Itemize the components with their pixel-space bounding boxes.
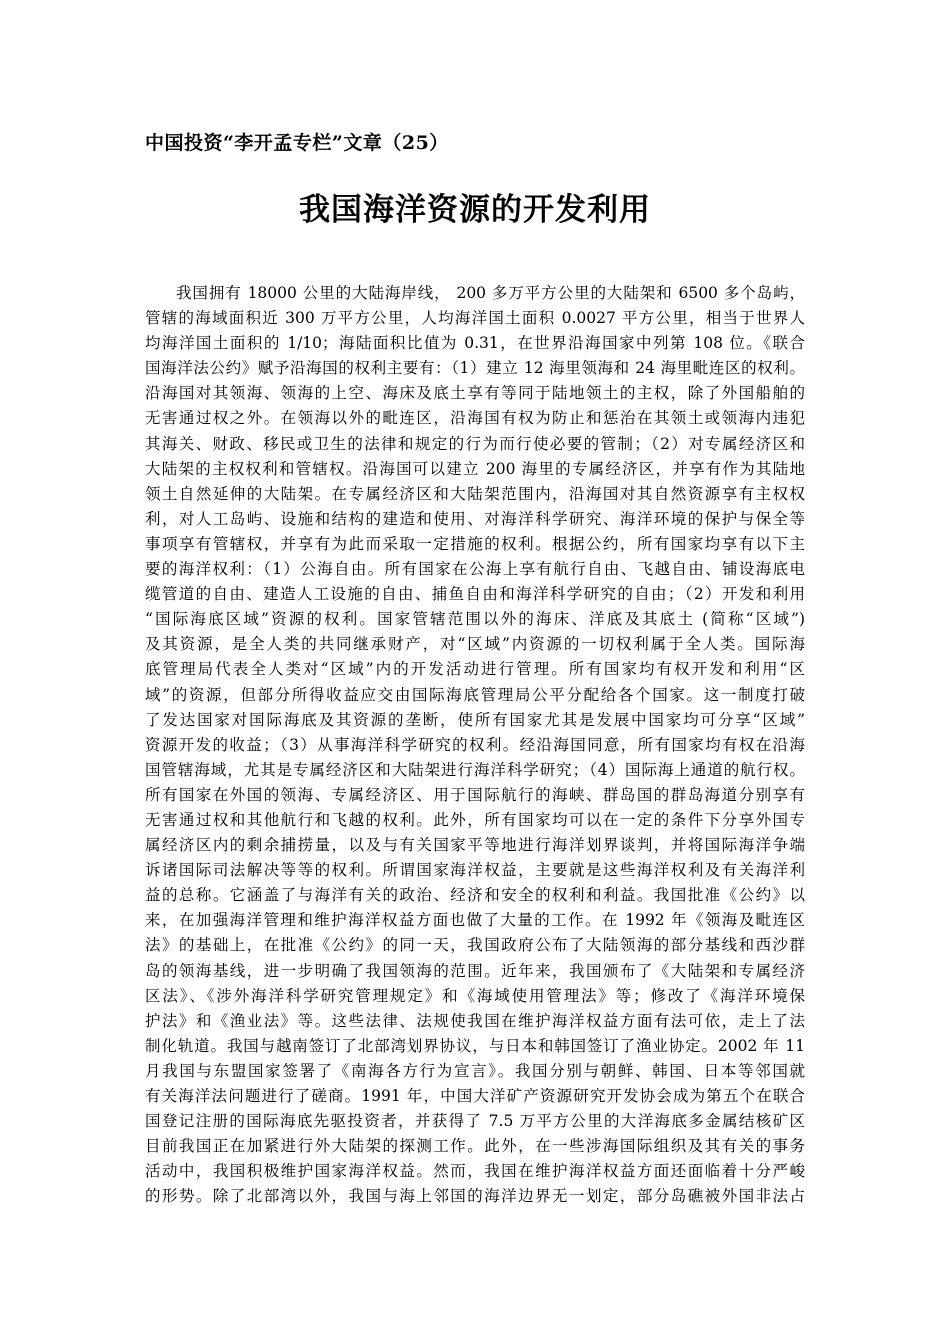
body-line: 法》的基础上，在批准《公约》的同一天，我国政府公布了大陆领海的部分基线和西沙群 [145, 936, 805, 955]
body-line: 管辖的海域面积近 300 万平方公里，人均海洋国土面积 0.0027 平方公里，相当于世界人 [145, 309, 805, 328]
body-line: 属经济区内的剩余捕捞量，以及与有关国家平等地进行海洋划界谈判，并将国际海洋争端 [145, 836, 805, 855]
body-line: 底管理局代表全人类对“区域”内的开发活动进行管理。所有国家均有权开发和利用“区 [145, 660, 805, 679]
body-line: 无害通过权和其他航行和飞越的权利。此外，所有国家均可以在一定的条件下分享外国专 [145, 810, 805, 829]
column-title: 中国投资“李开孟专栏”文章（25） [145, 132, 449, 154]
body-line: “国际海底区域”资源的权利。国家管辖范围以外的海床、洋底及其底土 (简称“区域”) [145, 610, 805, 629]
body-line: 领土自然延伸的大陆架。在专属经济区和大陆架范围内，沿海国对其自然资源享有主权权 [145, 484, 805, 503]
body-line: 月我国与东盟国家签署了《南海各方行为宣言》。我国分别与朝鲜、韩国、日本等邻国就 [145, 1061, 805, 1080]
body-line: 制化轨道。我国与越南签订了北部湾划界协议，与日本和韩国签订了渔业协定。2002 年 11 [145, 1036, 805, 1055]
body-line: 有关海洋法问题进行了磋商。1991 年，中国大洋矿产资源研究开发协会成为第五个在联合 [145, 1087, 805, 1105]
body-line: 及其资源，是全人类的共同继承财产，对“区域”内资源的一切权利属于全人类。国际海 [145, 635, 805, 654]
body-line: 所有国家在外国的领海、专属经济区、用于国际航行的海峡、群岛国的群岛海道分别享有 [145, 785, 805, 804]
body-line: 事项享有管辖权，并享有为此而采取一定措施的权利。根据公约，所有国家均享有以下主 [145, 534, 805, 553]
body-line: 沿海国对其领海、领海的上空、海床及底土享有等同于陆地领土的主权，除了外国船舶的 [145, 384, 805, 403]
body-line: 目前我国正在加紧进行外大陆架的探测工作。此外，在一些涉海国际组织及其有关的事务 [145, 1137, 805, 1156]
body-line: 益的总称。它涵盖了与海洋有关的政治、经济和安全的权利和利益。我国批准《公约》以 [145, 886, 805, 905]
body-line: 其海关、财政、移民或卫生的法律和规定的行为而行使必要的管制；（2）对专属经济区和 [145, 434, 805, 453]
body-line: 国海洋法公约》赋予沿海国的权利主要有：（1）建立 12 海里领海和 24 海里毗连区的权利。 [145, 359, 805, 378]
body-line: 要的海洋权利：（1）公海自由。所有国家在公海上享有航行自由、飞越自由、铺设海底电 [145, 560, 805, 579]
article-title: 我国海洋资源的开发利用 [299, 192, 651, 228]
body-line: 活动中，我国积极维护国家海洋权益。然而，我国在维护海洋权益方面还面临着十分严峻 [145, 1162, 805, 1181]
body-line: 无害通过权之外。在领海以外的毗连区，沿海国有权为防止和惩治在其领土或领海内违犯 [145, 409, 805, 428]
body-line: 大陆架的主权权利和管辖权。沿海国可以建立 200 海里的专属经济区，并享有作为其陆地 [145, 459, 805, 478]
body-line: 利，对人工岛屿、设施和结构的建造和使用、对海洋科学研究、海洋环境的保护与保全等 [145, 509, 805, 528]
body-line: 域”的资源，但部分所得收益应交由国际海底管理局公平分配给各个国家。这一制度打破 [145, 685, 805, 704]
article-body [145, 281, 805, 1209]
body-line: 缆管道的自由、建造人工设施的自由、捕鱼自由和海洋科学研究的自由；（2）开发和利用 [145, 585, 805, 604]
body-line: 我国拥有 18000 公里的大陆海岸线， 200 多万平方公里的大陆架和 6500 多个岛屿， [176, 284, 805, 302]
body-line: 了发达国家对国际海底及其资源的垄断，使所有国家尤其是发展中国家均可分享“区域” [145, 710, 805, 729]
body-line: 资源开发的收益；（3）从事海洋科学研究的权利。经沿海国同意，所有国家均有权在沿海 [145, 735, 805, 754]
body-line: 国登记注册的国际海底先驱投资者，并获得了 7.5 万平方公里的大洋海底多金属结核矿区 [145, 1112, 805, 1131]
body-line: 的形势。除了北部湾以外，我国与海上邻国的海洋边界无一划定，部分岛礁被外国非法占 [145, 1187, 805, 1206]
body-line: 诉诸国际司法解决等等的权利。所谓国家海洋权益，主要就是这些海洋权利及有关海洋利 [145, 861, 805, 880]
body-line: 均海洋国土面积的 1/10；海陆面积比值为 0.31，在世界沿海国家中列第 108 位。《联合 [145, 334, 805, 353]
body-line: 护法》和《渔业法》等。这些法律、法规使我国在维护海洋权益方面有法可依，走上了法 [145, 1011, 805, 1030]
body-line: 岛的领海基线，进一步明确了我国领海的范围。近年来，我国颁布了《大陆架和专属经济 [145, 961, 805, 980]
body-line: 区法》、《涉外海洋科学研究管理规定》和《海域使用管理法》等；修改了《海洋环境保 [145, 986, 805, 1005]
body-line: 来，在加强海洋管理和维护海洋权益方面也做了大量的工作。在 1992 年《领海及毗连区 [145, 911, 805, 930]
body-line: 国管辖海域，尤其是专属经济区和大陆架进行海洋科学研究；（4）国际海上通道的航行权。 [145, 760, 805, 779]
